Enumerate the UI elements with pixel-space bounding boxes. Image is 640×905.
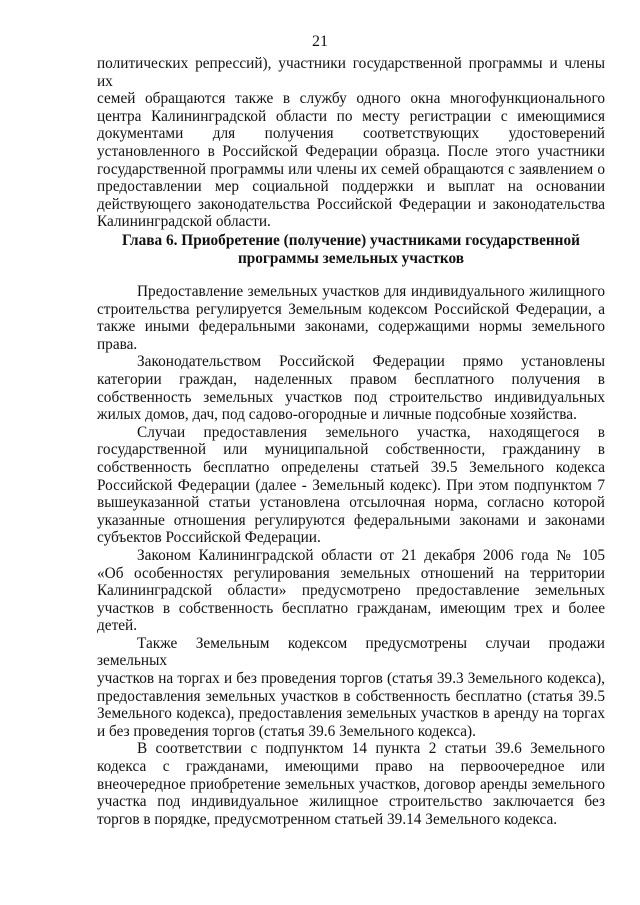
text-line: собственность бесплатно определены статьей 39.5 Земельного кодекса — [97, 458, 605, 476]
text-line: семей обращаются также в службу одного окна многофункционального — [97, 90, 605, 108]
text-line: субъектов Российской Федерации. — [97, 529, 321, 547]
text-line: жилых домов, дач, под садово-огородные и личные подсобные хозяйства. — [97, 406, 577, 424]
text-line: права. — [97, 335, 138, 353]
paragraph — [97, 424, 605, 547]
text-line: строительства регулируется Земельным кодексом Российской Федерации, а — [97, 300, 605, 318]
text-line: и без проведения торгов (статья 39.6 Земельного кодекса). — [97, 722, 476, 740]
page-number: 21 — [312, 33, 328, 50]
paragraph — [97, 635, 605, 741]
text-line: категории граждан, наделенных правом бесплатного получения в — [97, 370, 605, 388]
heading-line: Глава 6. Приобретение (получение) участниками государственной — [122, 232, 580, 249]
text-line: также иными федеральными законами, содержащими нормы земельного — [97, 318, 605, 336]
intro-paragraph — [97, 55, 605, 231]
paragraph — [97, 283, 605, 353]
text-line: участка под индивидуальное жилищное строительство заключается без — [97, 793, 605, 811]
text-line: установленного в Российской Федерации образца. После этого участники — [97, 142, 605, 160]
text-line: Земельного кодекса), предоставления земельных участков в аренду на торгах — [97, 705, 605, 723]
text-line: Законодательством Российской Федерации прямо установлены — [137, 353, 605, 371]
text-line: собственность земельных участков под строительство индивидуальных — [97, 388, 605, 406]
text-line: государственной программы или члены их семей обращаются с заявлением о — [97, 160, 605, 178]
text-line: предоставления земельных участков в собственность бесплатно (статья 39.5 — [97, 687, 605, 705]
text-line: Калининградской области» предусмотрено предоставление земельных — [97, 582, 605, 600]
paragraph — [97, 353, 605, 423]
text-line: Предоставление земельных участков для индивидуального жилищного — [137, 283, 605, 300]
text-line: Случаи предоставления земельного участка, находящегося в — [137, 423, 605, 441]
text-line: В соответствии с подпунктом 14 пункта 2 статьи 39.6 Земельного — [137, 740, 605, 758]
text-line: кодекса с гражданами, имеющими право на первоочередное или — [97, 758, 605, 776]
text-line: вышеуказанной статьи установлена отсылочная норма, согласно которой — [97, 494, 605, 512]
paragraph — [97, 740, 605, 828]
text-line: участков в собственность бесплатно гражданам, имеющим трех и более — [97, 599, 605, 617]
text-line: документами для получения соответствующих удостоверений — [97, 125, 605, 143]
text-line: действующего законодательства Российской Федерации и законодательства — [97, 195, 605, 213]
chapter-heading — [97, 232, 605, 267]
text-line: «Об особенностях регулирования земельных отношений на территории — [97, 564, 605, 582]
text-line: центра Калининградской области по месту регистрации с имеющимися — [97, 107, 605, 125]
text-line: государственной или муниципальной собственности, гражданину в — [97, 441, 605, 459]
text-line: предоставлении мер социальной поддержки и выплат на основании — [97, 178, 605, 196]
text-line: детей. — [97, 617, 138, 635]
text-line: Калининградской области. — [97, 213, 271, 231]
text-line: Российской Федерации (далее - Земельный кодекс). При этом подпунктом 7 — [97, 476, 605, 494]
text-line: внеочередное приобретение земельных участков, договор аренды земельного — [97, 775, 605, 793]
paragraph — [97, 547, 605, 635]
chapter-body — [97, 283, 605, 828]
text-line: Законом Калининградской области от 21 декабря 2006 года № 105 — [137, 546, 605, 564]
text-line: участков на торгах и без проведения торгов (статья 39.3 Земельного кодекса), — [97, 670, 605, 688]
text-line: торгов в порядке, предусмотренном статьей 39.14 Земельного кодекса. — [97, 810, 558, 828]
text-line: политических репрессий), участники государственной программы и члены их — [97, 55, 605, 90]
heading-line: программы земельных участков — [237, 249, 465, 267]
text-line: указанные отношения регулируются федеральными законами и законами — [97, 511, 605, 529]
text-line: Также Земельным кодексом предусмотрены случаи продажи земельных — [97, 634, 605, 670]
